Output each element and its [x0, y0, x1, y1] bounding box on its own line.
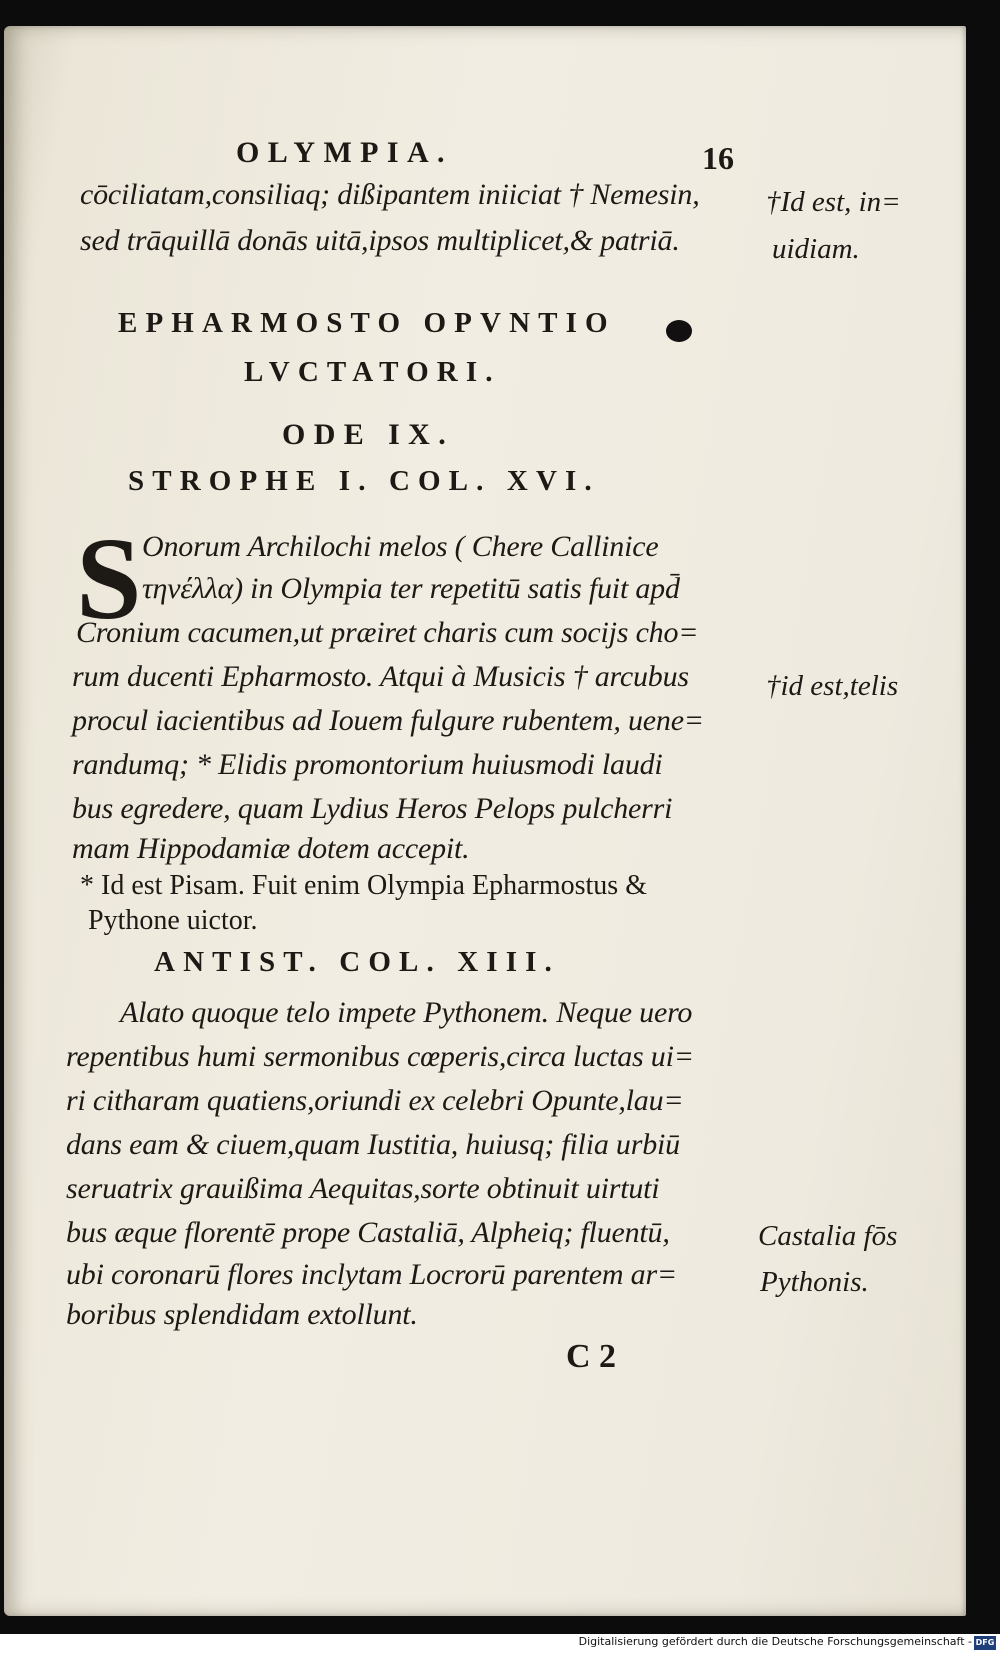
strophe-line-8: mam Hippodamiæ dotem accepit.	[72, 832, 470, 865]
margin-note-castalia-1: Castalia fōs	[758, 1220, 898, 1252]
footnote-line-2: Pythone uictor.	[88, 905, 258, 936]
antistrophe-line-4: dans eam & ciuem,quam Iustitia, huiusq; filia urbiū	[66, 1128, 680, 1161]
prev-ode-line-2: sed trāquillā donās uitā,ipsos multiplicet,& patriā.	[80, 224, 680, 257]
ode-number: ODE IX.	[282, 418, 455, 451]
prev-ode-line-1: cōciliatam,consiliaq; dißipantem iniiciat † Nemesin,	[80, 178, 700, 211]
margin-note-invidiam-1: †Id est, in=	[766, 186, 901, 218]
strophe-line-6: randumq; * Elidis promontorium huiusmodi laudi	[72, 748, 663, 781]
antistrophe-line-2: repentibus humi sermonibus cœperis,circa luctas ui=	[66, 1040, 694, 1073]
strophe-line-3: Cronium cacumen,ut præiret charis cum socijs cho=	[76, 616, 699, 649]
margin-note-castalia-2: Pythonis.	[760, 1266, 869, 1298]
margin-note-telis: †id est,telis	[766, 670, 899, 702]
ink-blot	[666, 320, 692, 342]
page-folio: 16	[702, 140, 734, 176]
footnote-line-1: * Id est Pisam. Fuit enim Olympia Epharmostus &	[80, 870, 647, 901]
strophe-line-5: procul iacientibus ad Iouem fulgure rubentem, uene=	[72, 704, 704, 737]
antistrophe-line-8: boribus splendidam extollunt.	[66, 1298, 418, 1331]
antistrophe-line-5: seruatrix grauißima Aequitas,sorte obtinuit uirtuti	[66, 1172, 660, 1205]
dfg-logo: DFG	[974, 1636, 996, 1650]
strophe-line-2: τηνέλλα) in Olympia ter repetitū satis fuit apd̄	[142, 572, 680, 605]
antistrophe-line-7: ubi coronarū flores inclytam Locrorū parentem ar=	[66, 1258, 677, 1291]
margin-note-invidiam-2: uidiam.	[772, 233, 860, 265]
antistrophe-line-6: bus æque florentē prope Castaliā, Alpheiq; fluentū,	[66, 1216, 670, 1249]
strophe-line-4: rum ducenti Epharmosto. Atqui à Musicis † arcubus	[72, 660, 689, 693]
footer-credit: Digitalisierung gefördert durch die Deutsche Forschungsgemeinschaft -	[578, 1635, 972, 1648]
drop-cap: S	[76, 513, 142, 644]
antistrophe-heading: ANTIST. COL. XIII.	[154, 946, 560, 978]
signature-mark: C 2	[566, 1338, 617, 1375]
digitization-footer	[0, 1634, 1000, 1653]
strophe-heading: STROPHE I. COL. XVI.	[128, 465, 600, 497]
running-head-title: OLYMPIA.	[236, 136, 453, 169]
strophe-line-1: Onorum Archilochi melos ( Chere Callinice	[142, 530, 659, 563]
antistrophe-line-3: ri citharam quatiens,oriundi ex celebri Opunte,lau=	[66, 1084, 684, 1117]
dedication-line-2: LVCTATORI.	[244, 356, 501, 388]
dedication-line-1: EPHARMOSTO OPVNTIO	[118, 307, 616, 339]
strophe-line-7: bus egredere, quam Lydius Heros Pelops pulcherri	[72, 792, 673, 825]
antistrophe-line-1: Alato quoque telo impete Pythonem. Neque uero	[120, 996, 693, 1029]
